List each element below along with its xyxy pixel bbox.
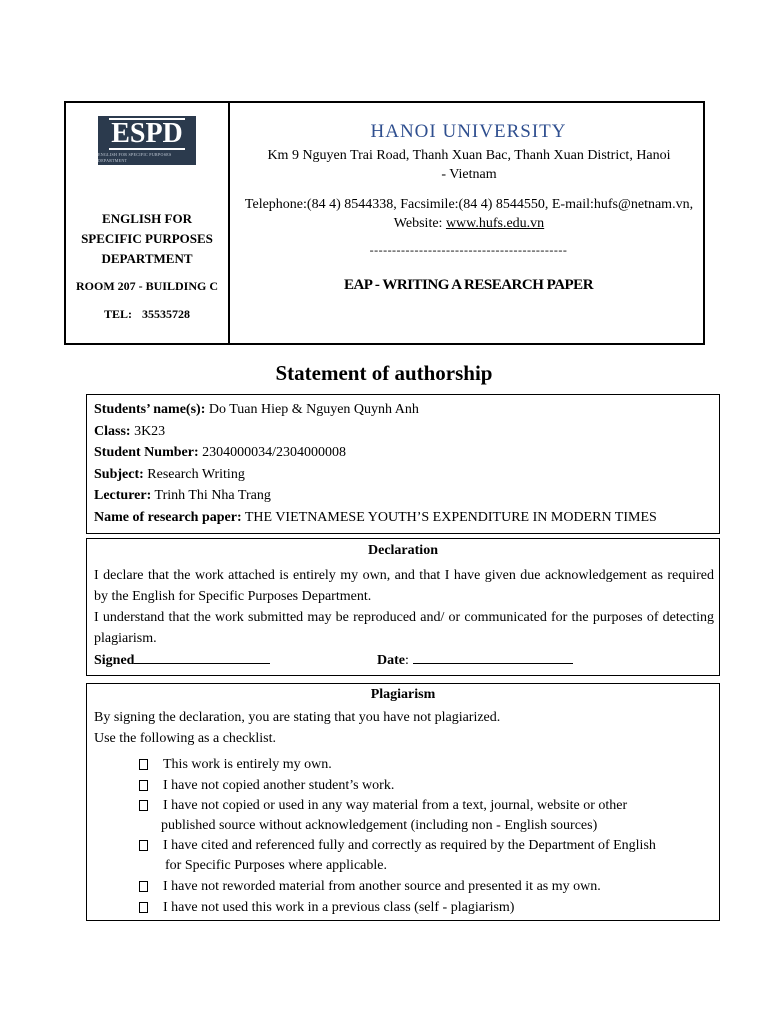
class-row [94, 424, 165, 440]
students-row [94, 402, 419, 418]
subject-label: Subject: [94, 467, 144, 482]
website-line [234, 214, 704, 233]
declaration-paragraph-1: I declare that the work attached is entirely my own, and that I have given due acknowledgement as required by the English for Specific Purposes Department. [94, 568, 714, 604]
plagiarism-intro: By signing the declaration, you are stating that you have not plagiarized. [94, 710, 501, 725]
department-line-3: DEPARTMENT [101, 251, 193, 266]
contact-line-1: Telephone:(84 4) 8544338, Facsimile:(84 4) 8544550, E-mail:hufs@netnam.vn, [244, 197, 694, 212]
espd-logo [98, 116, 196, 165]
checklist-item-text-continued: for Specific Purposes where applicable. [165, 858, 387, 873]
checklist-item-text: I have not used this work in a previous class (self - plagiarism) [163, 900, 515, 915]
website-label: Website: [393, 216, 446, 231]
plagiarism-checklist-intro: Use the following as a checklist. [94, 731, 276, 746]
paper-label: Name of research paper: [94, 510, 242, 525]
department-name [66, 209, 228, 269]
lecturer-label: Lecturer: [94, 488, 152, 503]
students-label: Students’ name(s): [94, 402, 206, 417]
address [234, 146, 704, 184]
subject-row [94, 467, 245, 483]
signed-label: Signed [94, 653, 135, 668]
students-value: Do Tuan Hiep & Nguyen Quynh Anh [208, 402, 419, 417]
page-title: Statement of authorship [275, 361, 493, 385]
paper-row [94, 510, 657, 526]
department-line-1: ENGLISH FOR [102, 211, 192, 226]
course-title: EAP - WRITING A RESEARCH PAPER [343, 277, 594, 293]
tel-info [66, 307, 228, 322]
checkbox-icon[interactable] [139, 759, 148, 770]
checklist-item-text: I have not reworded material from another source and presented it as my own. [163, 879, 601, 894]
checklist-item-text: I have cited and referenced fully and correctly as required by the Department of English [163, 838, 656, 853]
address-line-1: Km 9 Nguyen Trai Road, Thanh Xuan Bac, Thanh Xuan District, Hanoi [267, 148, 671, 163]
class-label: Class: [94, 424, 131, 439]
checklist-item-text: I have not copied another student’s work. [163, 778, 395, 793]
checklist-item-text: I have not copied or used in any way material from a text, journal, website or other [163, 798, 628, 813]
checklist-item-text: This work is entirely my own. [163, 757, 332, 772]
declaration-box [86, 538, 720, 676]
date-field[interactable] [377, 651, 573, 669]
logo-subtext: ENGLISH FOR SPECIFIC PURPOSES DEPARTMENT [98, 151, 172, 163]
declaration-title: Declaration [368, 543, 438, 558]
lecturer-row [94, 488, 271, 504]
student-number-row [94, 445, 346, 461]
date-colon: : [405, 653, 409, 668]
date-label: Date [377, 653, 405, 668]
subject-value: Research Writing [147, 467, 245, 482]
tel-value: 35535728 [142, 307, 190, 321]
dashed-separator: -------------------------------------------- [369, 243, 568, 257]
declaration-paragraph-2: I understand that the work submitted may be reproduced and/ or communicated for the purposes of detecting plagiarism. [94, 610, 714, 646]
tel-label: TEL: [103, 307, 132, 321]
logo-text: ESPD [111, 117, 183, 149]
checklist-item-text-continued: published source without acknowledgement (including non - English sources) [161, 818, 598, 833]
address-line-2: - Vietnam [441, 167, 497, 182]
contact-info [234, 195, 704, 233]
checkbox-icon[interactable] [139, 800, 148, 811]
student-info-box [86, 394, 720, 534]
student-number-label: Student Number: [94, 445, 199, 460]
website-link[interactable]: www.hufs.edu.vn [445, 216, 545, 231]
university-name: HANOI UNIVERSITY [370, 121, 567, 142]
signature-line[interactable] [134, 651, 270, 664]
plagiarism-title: Plagiarism [370, 687, 436, 702]
checkbox-icon[interactable] [139, 840, 148, 851]
checkbox-icon[interactable] [139, 780, 148, 791]
class-value: 3K23 [134, 424, 166, 439]
signature-field[interactable] [94, 651, 270, 669]
checkbox-icon[interactable] [139, 881, 148, 892]
department-line-2: SPECIFIC PURPOSES [81, 231, 213, 246]
lecturer-value: Trinh Thi Nha Trang [154, 488, 271, 503]
date-line[interactable] [413, 651, 573, 664]
room-info: ROOM 207 - BUILDING C [75, 279, 218, 293]
letterhead [64, 101, 705, 345]
checkbox-icon[interactable] [139, 902, 148, 913]
student-number-value: 2304000034/2304000008 [202, 445, 347, 460]
paper-value: THE VIETNAMESE YOUTH’S EXPENDITURE IN MODERN TIMES [244, 510, 657, 525]
plagiarism-box [86, 683, 720, 921]
